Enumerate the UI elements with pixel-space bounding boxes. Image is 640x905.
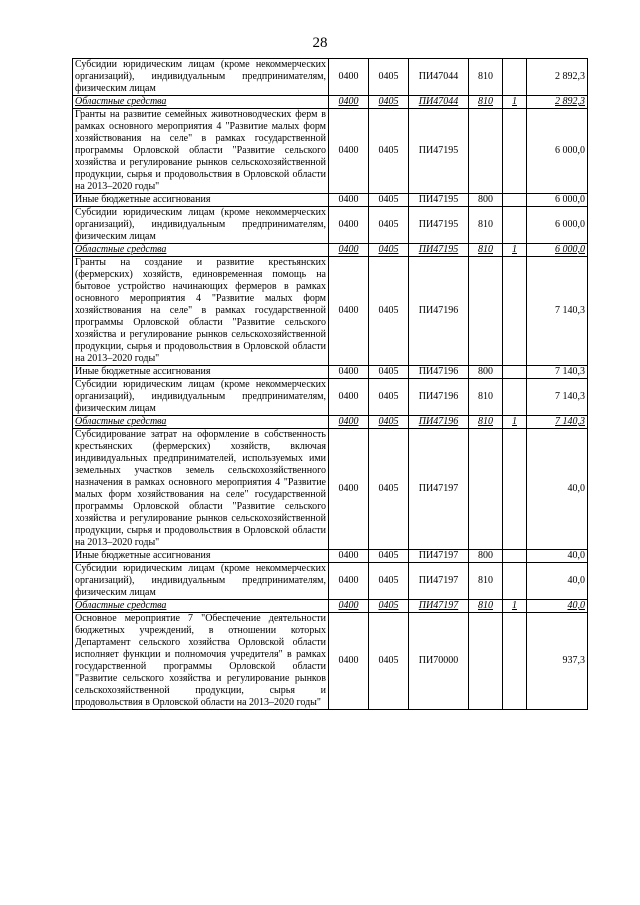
section-code-cell: 0400 [329,194,369,207]
expense-type-cell: 810 [469,600,503,613]
subsection-code-cell: 0405 [369,207,409,244]
target-article-cell: ПИ47196 [409,257,469,366]
regional-funds-label: Областные средства [75,600,167,611]
section-code-cell: 0400 [329,96,369,109]
table-row [73,379,588,416]
section-code-cell: 0400 [329,429,369,550]
row-name-cell: Субсидирование затрат на оформление в собственность крестьянских (фермерских) хозяйств, включая индивидуальных предпринимателей, используемых ими земельных участков земель сельскохозяйственного назначения в рамках основного мероприятия 4 "Развитие малых форм хозяйствования на селе" государственной программы Орловской области "Развитие сельского хозяйства и регулирование рынков сельскохозяйственной продукции, сырья и продовольствия в Орловской области на 2013–2020 годы" [73,429,329,550]
amount-cell: 7 140,3 [527,379,588,416]
table-row [73,207,588,244]
funding-source-cell: 1 [503,96,527,109]
target-article-cell: ПИ70000 [409,613,469,710]
amount-cell: 40,0 [527,429,588,550]
funding-source-cell [503,109,527,194]
regional-funds-label: Областные средства [75,96,167,107]
subsection-code-cell: 0405 [369,244,409,257]
section-code-cell: 0400 [329,563,369,600]
target-article-cell: ПИ47044 [409,59,469,96]
target-article-cell: ПИ47196 [409,366,469,379]
expense-type-cell: 810 [469,244,503,257]
subsection-code-cell: 0405 [369,416,409,429]
target-article-cell: ПИ47195 [409,207,469,244]
subsection-code-cell: 0405 [369,613,409,710]
section-code-cell: 0400 [329,257,369,366]
expense-type-cell: 810 [469,563,503,600]
subsection-code-cell: 0405 [369,550,409,563]
regional-funds-label: Областные средства [75,416,167,427]
expense-type-cell [469,109,503,194]
amount-cell: 6 000,0 [527,194,588,207]
subsection-code-cell: 0405 [369,366,409,379]
amount-cell: 40,0 [527,550,588,563]
funding-source-cell [503,257,527,366]
target-article-cell: ПИ47197 [409,429,469,550]
table-row [73,563,588,600]
row-name-cell: Субсидии юридическим лицам (кроме некоммерческих организаций), индивидуальным предпринимателям, физическим лицам [73,379,329,416]
subsection-code-cell: 0405 [369,109,409,194]
amount-cell: 40,0 [527,600,588,613]
row-name-cell: Субсидии юридическим лицам (кроме некоммерческих организаций), индивидуальным предпринимателям, физическим лицам [73,563,329,600]
row-name-cell: Основное мероприятие 7 "Обеспечение деятельности бюджетных учреждений, в отношении которых Департамент сельского хозяйства Орловской области исполняет функции и полномочия учредителя" в рамках государственной программы Орловской области "Развитие сельского хозяйства и регулирование рынков сельскохозяйственной продукции, сырья и продовольствия в Орловской области на 2013–2020 годы" [73,613,329,710]
expense-type-cell [469,613,503,710]
expense-type-cell [469,429,503,550]
row-name-cell: Субсидии юридическим лицам (кроме некоммерческих организаций), индивидуальным предпринимателям, физическим лицам [73,207,329,244]
section-code-cell: 0400 [329,59,369,96]
row-name-cell [73,600,329,613]
funding-source-cell: 1 [503,416,527,429]
subsection-code-cell: 0405 [369,59,409,96]
funding-source-cell [503,194,527,207]
row-name-cell [73,416,329,429]
table-row [73,366,588,379]
amount-cell: 6 000,0 [527,244,588,257]
row-name-cell: Иные бюджетные ассигнования [73,550,329,563]
row-name-cell [73,96,329,109]
expense-type-cell: 810 [469,96,503,109]
target-article-cell: ПИ47195 [409,194,469,207]
regional-funds-row [73,96,588,109]
target-article-cell: ПИ47196 [409,416,469,429]
row-name-cell: Иные бюджетные ассигнования [73,366,329,379]
funding-source-cell [503,550,527,563]
amount-cell: 937,3 [527,613,588,710]
regional-funds-row [73,244,588,257]
regional-funds-row [73,416,588,429]
funding-source-cell [503,563,527,600]
target-article-cell: ПИ47196 [409,379,469,416]
amount-cell: 40,0 [527,563,588,600]
funding-source-cell [503,379,527,416]
funding-source-cell [503,429,527,550]
subsection-code-cell: 0405 [369,429,409,550]
target-article-cell: ПИ47197 [409,600,469,613]
budget-table [72,58,588,710]
funding-source-cell [503,613,527,710]
amount-cell: 7 140,3 [527,416,588,429]
table-row [73,109,588,194]
subsection-code-cell: 0405 [369,96,409,109]
target-article-cell: ПИ47044 [409,96,469,109]
target-article-cell: ПИ47195 [409,109,469,194]
row-name-cell: Гранты на создание и развитие крестьянских (фермерских) хозяйств, единовременная помощь на бытовое устройство начинающих фермеров в рамках основного мероприятия 4 "Развитие малых форм хозяйствования на селе" в рамках государственной программы Орловской области "Развитие сельского хозяйства и регулирование рынков сельскохозяйственной продукции, сырья и продовольствия в Орловской области на 2013–2020 годы" [73,257,329,366]
subsection-code-cell: 0405 [369,379,409,416]
table-row [73,194,588,207]
regional-funds-row [73,600,588,613]
expense-type-cell [469,257,503,366]
table-row [73,550,588,563]
subsection-code-cell: 0405 [369,563,409,600]
target-article-cell: ПИ47197 [409,550,469,563]
funding-source-cell: 1 [503,600,527,613]
subsection-code-cell: 0405 [369,600,409,613]
section-code-cell: 0400 [329,366,369,379]
table-body [73,59,588,710]
funding-source-cell: 1 [503,244,527,257]
expense-type-cell: 800 [469,366,503,379]
target-article-cell: ПИ47197 [409,563,469,600]
funding-source-cell [503,59,527,96]
expense-type-cell: 810 [469,379,503,416]
expense-type-cell: 800 [469,194,503,207]
subsection-code-cell: 0405 [369,194,409,207]
section-code-cell: 0400 [329,600,369,613]
expense-type-cell: 810 [469,416,503,429]
section-code-cell: 0400 [329,379,369,416]
amount-cell: 2 892,3 [527,59,588,96]
funding-source-cell [503,207,527,244]
expense-type-cell: 810 [469,207,503,244]
table-row [73,257,588,366]
target-article-cell: ПИ47195 [409,244,469,257]
section-code-cell: 0400 [329,416,369,429]
row-name-cell: Иные бюджетные ассигнования [73,194,329,207]
section-code-cell: 0400 [329,109,369,194]
section-code-cell: 0400 [329,244,369,257]
amount-cell: 7 140,3 [527,257,588,366]
amount-cell: 7 140,3 [527,366,588,379]
row-name-cell: Субсидии юридическим лицам (кроме некоммерческих организаций), индивидуальным предпринимателям, физическим лицам [73,59,329,96]
table-row [73,59,588,96]
subsection-code-cell: 0405 [369,257,409,366]
table-row [73,429,588,550]
expense-type-cell: 810 [469,59,503,96]
section-code-cell: 0400 [329,613,369,710]
funding-source-cell [503,366,527,379]
row-name-cell: Гранты на развитие семейных животноводческих ферм в рамках основного мероприятия 4 "Развитие малых форм хозяйствования на селе" в рамках государственной программы Орловской области "Развитие сельского хозяйства и регулирование рынков сельскохозяйственной продукции, сырья и продовольствия в Орловской области на 2013–2020 годы" [73,109,329,194]
amount-cell: 2 892,3 [527,96,588,109]
expense-type-cell: 800 [469,550,503,563]
page-number: 28 [312,35,328,51]
table-row [73,613,588,710]
section-code-cell: 0400 [329,550,369,563]
regional-funds-label: Областные средства [75,244,167,255]
row-name-cell [73,244,329,257]
section-code-cell: 0400 [329,207,369,244]
amount-cell: 6 000,0 [527,207,588,244]
amount-cell: 6 000,0 [527,109,588,194]
